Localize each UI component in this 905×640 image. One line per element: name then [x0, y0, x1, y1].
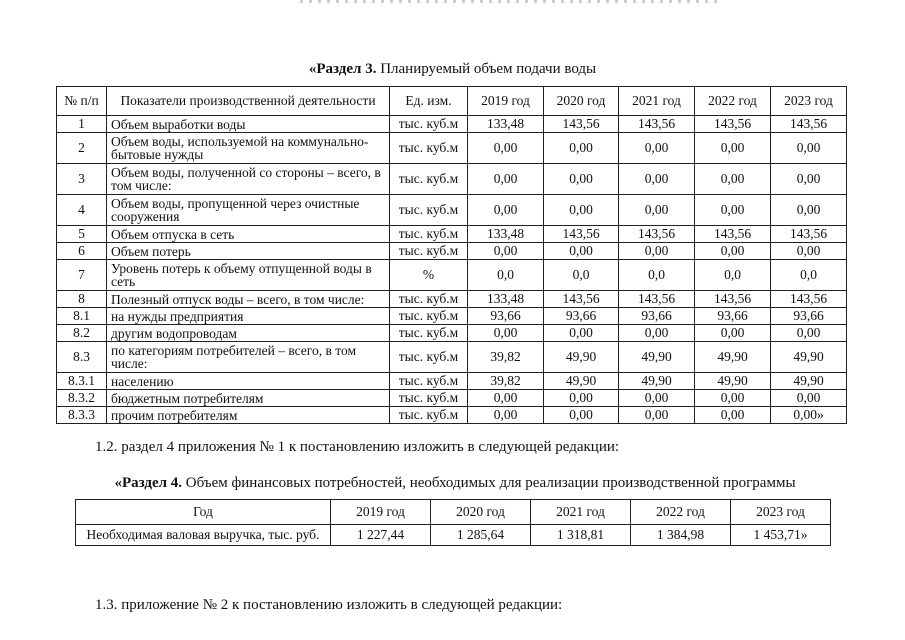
table-cell: 143,56: [771, 291, 847, 308]
table-row: [57, 133, 847, 164]
column-header: 2023 год: [771, 87, 847, 116]
table-cell: 143,56: [544, 116, 619, 133]
table-cell: 0,00: [468, 195, 544, 226]
table-cell: 1 227,44: [331, 525, 431, 546]
table-cell: 7: [57, 260, 107, 291]
table-cell: тыс. куб.м: [390, 133, 468, 164]
table-cell: тыс. куб.м: [390, 291, 468, 308]
table-cell: 49,90: [619, 342, 695, 373]
paragraph-1-3: 1.3. приложение № 2 к постановлению изложить в следующей редакции:: [95, 597, 563, 613]
table-cell: 0,00: [544, 133, 619, 164]
paragraph-1-2: 1.2. раздел 4 приложения № 1 к постановлению изложить в следующей редакции:: [95, 439, 620, 455]
table-cell: 0,00: [771, 164, 847, 195]
table-cell: 1: [57, 116, 107, 133]
table-cell: тыс. куб.м: [390, 308, 468, 325]
table-cell: %: [390, 260, 468, 291]
table-cell: 143,56: [695, 116, 771, 133]
table-cell: 0,00: [619, 390, 695, 407]
table-cell: 8.3.2: [57, 390, 107, 407]
table-row: [57, 226, 847, 243]
table-cell: тыс. куб.м: [390, 243, 468, 260]
financial-needs-table: [75, 499, 831, 546]
table-cell: тыс. куб.м: [390, 116, 468, 133]
column-header: 2019 год: [331, 500, 431, 525]
table-cell: 0,00: [544, 195, 619, 226]
table-cell: тыс. куб.м: [390, 195, 468, 226]
table-cell: 93,66: [771, 308, 847, 325]
table-cell: 49,90: [695, 373, 771, 390]
table-cell: 8.1: [57, 308, 107, 325]
water-supply-table: [56, 86, 847, 424]
table-cell: 0,00: [619, 195, 695, 226]
table-cell: тыс. куб.м: [390, 226, 468, 243]
table-cell: 0,00: [695, 195, 771, 226]
table-cell: 1 453,71»: [731, 525, 831, 546]
table-cell: 0,00: [544, 243, 619, 260]
table-cell: 0,0: [619, 260, 695, 291]
table-cell: 0,00: [544, 390, 619, 407]
column-header: 2021 год: [619, 87, 695, 116]
table-cell: 93,66: [468, 308, 544, 325]
table-cell: 6: [57, 243, 107, 260]
table-cell: 143,56: [695, 226, 771, 243]
table-cell: 49,90: [544, 373, 619, 390]
table-cell: тыс. куб.м: [390, 164, 468, 195]
table-cell: 39,82: [468, 342, 544, 373]
table-cell: 133,48: [468, 291, 544, 308]
table-cell: 0,00: [468, 325, 544, 342]
table-cell: 0,00: [468, 133, 544, 164]
scan-artifact: [300, 0, 720, 3]
table-cell: 0,0: [544, 260, 619, 291]
table-cell: 49,90: [619, 373, 695, 390]
table-cell: 1 384,98: [631, 525, 731, 546]
table-cell: 0,00: [544, 164, 619, 195]
table-cell: 0,00: [544, 407, 619, 424]
table-cell: другим водопроводам: [107, 325, 390, 342]
table-row: [57, 195, 847, 226]
table-cell: 0,00: [771, 243, 847, 260]
table-row: [57, 243, 847, 260]
table-cell: 1 318,81: [531, 525, 631, 546]
table-cell: 39,82: [468, 373, 544, 390]
table-cell: 143,56: [544, 226, 619, 243]
section4-title: [5, 474, 905, 492]
table-cell: 0,00: [544, 325, 619, 342]
table-cell: 0,00: [619, 325, 695, 342]
column-header: Год: [76, 500, 331, 525]
table-cell: Объем воды, полученной со стороны – всего, в том числе:: [107, 164, 390, 195]
table-cell: 0,00: [619, 133, 695, 164]
table-cell: 0,0: [468, 260, 544, 291]
table-header-row: [57, 87, 847, 116]
table-cell: Объем воды, пропущенной через очистные сооружения: [107, 195, 390, 226]
table-cell: 0,00: [695, 243, 771, 260]
table-cell: 0,00: [468, 243, 544, 260]
table-cell: бюджетным потребителям: [107, 390, 390, 407]
table-cell: прочим потребителям: [107, 407, 390, 424]
column-header: Ед. изм.: [390, 87, 468, 116]
table-cell: тыс. куб.м: [390, 407, 468, 424]
table-cell: 143,56: [619, 116, 695, 133]
table-cell: 143,56: [695, 291, 771, 308]
column-header: № п/п: [57, 87, 107, 116]
table-cell: 49,90: [544, 342, 619, 373]
table-cell: 2: [57, 133, 107, 164]
table-cell: 0,00: [695, 325, 771, 342]
column-header: 2023 год: [731, 500, 831, 525]
table-row: [76, 525, 831, 546]
table-cell: 0,00: [771, 325, 847, 342]
table-row: [57, 308, 847, 325]
table-cell: 49,90: [771, 342, 847, 373]
table-cell: 0,00: [619, 164, 695, 195]
table-cell: тыс. куб.м: [390, 373, 468, 390]
table-cell: 8.3.3: [57, 407, 107, 424]
table-cell: 0,00: [695, 164, 771, 195]
table-cell: 0,00: [468, 164, 544, 195]
table-cell: 133,48: [468, 116, 544, 133]
table-cell: на нужды предприятия: [107, 308, 390, 325]
table-row: [57, 291, 847, 308]
table-cell: 93,66: [544, 308, 619, 325]
table-row: [57, 164, 847, 195]
table-cell: 0,00: [468, 407, 544, 424]
section3-title: [0, 60, 905, 78]
table-cell: населению: [107, 373, 390, 390]
table-cell: 143,56: [771, 226, 847, 243]
table-cell: 8.3.1: [57, 373, 107, 390]
column-header: 2019 год: [468, 87, 544, 116]
table-cell: 93,66: [619, 308, 695, 325]
table-row: [57, 373, 847, 390]
table-cell: 0,0: [771, 260, 847, 291]
column-header: 2021 год: [531, 500, 631, 525]
table-row: [57, 342, 847, 373]
table-cell: 4: [57, 195, 107, 226]
table-cell: 49,90: [695, 342, 771, 373]
table-header-row: [76, 500, 831, 525]
table-cell: 93,66: [695, 308, 771, 325]
table-cell: 3: [57, 164, 107, 195]
table-row: [57, 325, 847, 342]
column-header: Показатели производственной деятельности: [107, 87, 390, 116]
table-cell: 0,00»: [771, 407, 847, 424]
table-cell: Объем воды, используемой на коммунально-бытовые нужды: [107, 133, 390, 164]
table-cell: 0,00: [619, 243, 695, 260]
table-cell: тыс. куб.м: [390, 390, 468, 407]
table-cell: 0,00: [695, 390, 771, 407]
table-row: [57, 407, 847, 424]
table-cell: 0,00: [771, 390, 847, 407]
table-cell: 0,00: [468, 390, 544, 407]
table-cell: 0,00: [695, 133, 771, 164]
table-row: [57, 116, 847, 133]
table-cell: по категориям потребителей – всего, в том числе:: [107, 342, 390, 373]
table-cell: Уровень потерь к объему отпущенной воды в сеть: [107, 260, 390, 291]
table-cell: 143,56: [544, 291, 619, 308]
table-cell: 133,48: [468, 226, 544, 243]
table-cell: 0,00: [771, 133, 847, 164]
column-header: 2022 год: [631, 500, 731, 525]
section3-title-bold: «Раздел 3.: [308, 61, 377, 77]
table-cell: 8: [57, 291, 107, 308]
table-cell: тыс. куб.м: [390, 325, 468, 342]
table-cell: Объем выработки воды: [107, 116, 390, 133]
table-cell: 8.3: [57, 342, 107, 373]
table-cell: Объем отпуска в сеть: [107, 226, 390, 243]
section4-title-bold: «Раздел 4.: [114, 475, 183, 491]
table-cell: Полезный отпуск воды – всего, в том числе:: [107, 291, 390, 308]
table-cell: 143,56: [771, 116, 847, 133]
table-row: [57, 390, 847, 407]
table-cell: 0,00: [695, 407, 771, 424]
table-cell: 0,00: [771, 195, 847, 226]
table-cell: 143,56: [619, 291, 695, 308]
table-cell: 49,90: [771, 373, 847, 390]
table-cell: 8.2: [57, 325, 107, 342]
table-cell: 5: [57, 226, 107, 243]
column-header: 2020 год: [431, 500, 531, 525]
table-cell: 0,0: [695, 260, 771, 291]
table-cell: Необходимая валовая выручка, тыс. руб.: [76, 525, 331, 546]
column-header: 2022 год: [695, 87, 771, 116]
table-cell: 0,00: [619, 407, 695, 424]
table-cell: 1 285,64: [431, 525, 531, 546]
section4-title-text: Объем финансовых потребностей, необходимых для реализации производственной программы: [182, 475, 796, 491]
table-cell: Объем потерь: [107, 243, 390, 260]
section3-title-text: Планируемый объем подачи воды: [376, 61, 597, 77]
table-cell: 143,56: [619, 226, 695, 243]
column-header: 2020 год: [544, 87, 619, 116]
table-cell: тыс. куб.м: [390, 342, 468, 373]
table-row: [57, 260, 847, 291]
